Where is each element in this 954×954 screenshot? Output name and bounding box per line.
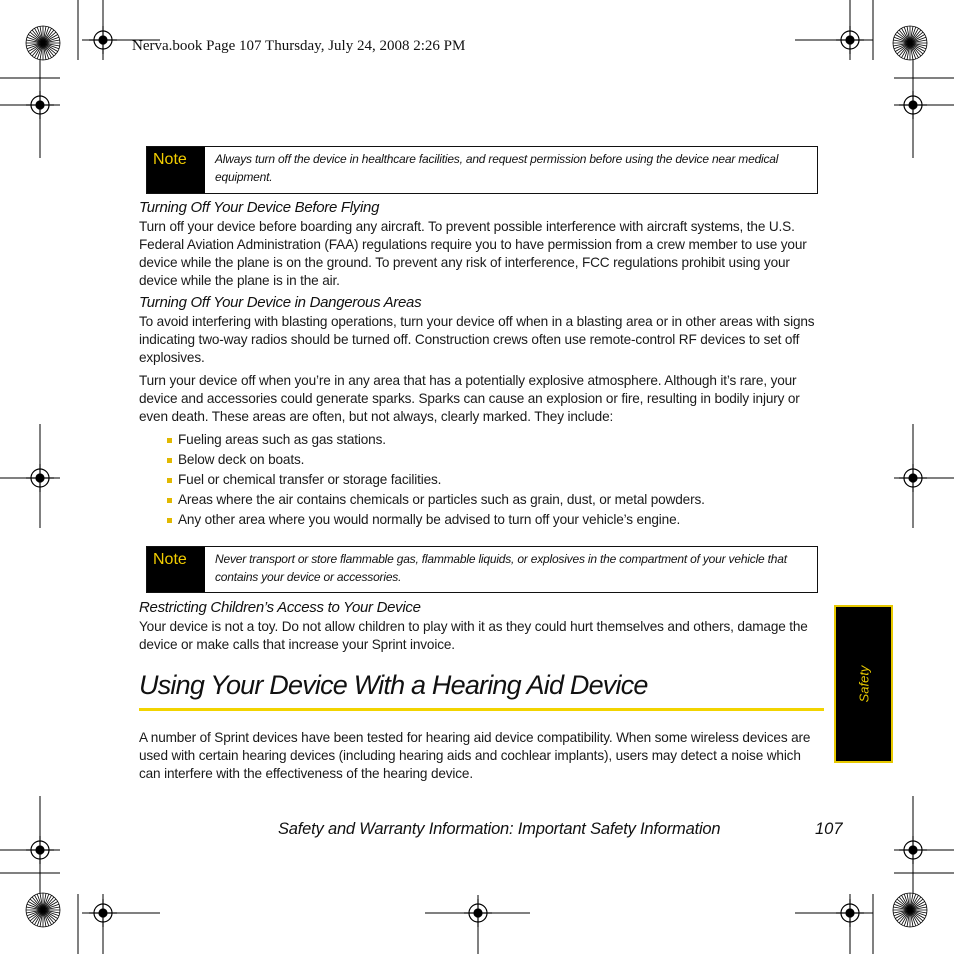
footer-running-title: Safety and Warranty Information: Important Safety Information bbox=[278, 820, 721, 838]
note-box-flammable bbox=[146, 546, 818, 593]
note-text: Always turn off the device in healthcare facilities, and request permission before using the device near medical equipment. bbox=[215, 152, 779, 184]
bullet-square-icon bbox=[167, 518, 172, 523]
page-number: 107 bbox=[815, 820, 843, 838]
side-thumb-tab[interactable] bbox=[834, 605, 893, 763]
list-item: Areas where the air contains chemicals or particles such as grain, dust, or metal powders. bbox=[167, 490, 705, 510]
bullet-square-icon bbox=[167, 498, 172, 503]
heading-flying: Turning Off Your Device Before Flying bbox=[139, 199, 380, 216]
title-underline-rule bbox=[139, 708, 824, 711]
section-title-hearing-aid: Using Your Device With a Hearing Aid Device bbox=[139, 670, 648, 700]
dangerous-areas-list bbox=[167, 430, 705, 530]
paragraph-blasting: To avoid interfering with blasting operations, turn your device off when in a blasting area or in other areas with signs indicating two-way radios should be turned off. Construction crews often use remote-control RF devices to set off explosives. bbox=[139, 314, 815, 365]
note-label: Note bbox=[147, 547, 205, 592]
bullet-square-icon bbox=[167, 458, 172, 463]
registration-target-icon bbox=[899, 464, 927, 492]
side-tab-label: Safety bbox=[856, 665, 871, 703]
registration-target-icon bbox=[836, 899, 864, 927]
paragraph-hearing-aid: A number of Sprint devices have been tested for hearing aid device compatibility. When some wireless devices are used with certain hearing devices (including hearing aids and cochlear implants), users may detect a noise which can interfere with the effectiveness of the hearing device. bbox=[139, 730, 811, 781]
registration-target-icon bbox=[26, 836, 54, 864]
registration-target-icon bbox=[89, 899, 117, 927]
starburst-mark-icon bbox=[26, 26, 60, 60]
registration-target-icon bbox=[89, 26, 117, 54]
heading-children-access: Restricting Children’s Access to Your Device bbox=[139, 599, 421, 616]
list-item: Fuel or chemical transfer or storage facilities. bbox=[167, 470, 705, 490]
registration-target-icon bbox=[836, 26, 864, 54]
paragraph-children: Your device is not a toy. Do not allow children to play with it as they could hurt themselves and others, damage the device or make calls that increase your Sprint invoice. bbox=[139, 619, 808, 652]
registration-target-icon bbox=[899, 836, 927, 864]
bullet-square-icon bbox=[167, 478, 172, 483]
starburst-mark-icon bbox=[893, 893, 927, 927]
paragraph-flying: Turn off your device before boarding any aircraft. To prevent possible interference with aircraft systems, the U.S. Federal Aviation Administration (FAA) regulations require you to have permission from a crew member to use your device while the plane is on the ground. To prevent any risk of interference, FCC regulations prohibit using your device while the plane is in the air. bbox=[139, 219, 807, 288]
list-item: Fueling areas such as gas stations. bbox=[167, 430, 705, 450]
note-label: Note bbox=[147, 147, 205, 193]
note-box-healthcare bbox=[146, 146, 818, 194]
registration-target-icon bbox=[26, 464, 54, 492]
starburst-mark-icon bbox=[893, 26, 927, 60]
list-item: Below deck on boats. bbox=[167, 450, 705, 470]
registration-target-icon bbox=[899, 91, 927, 119]
file-header-line: Nerva.book Page 107 Thursday, July 24, 2008 2:26 PM bbox=[132, 38, 466, 54]
bullet-square-icon bbox=[167, 438, 172, 443]
starburst-mark-icon bbox=[26, 893, 60, 927]
list-item: Any other area where you would normally be advised to turn off your vehicle’s engine. bbox=[167, 510, 705, 530]
paragraph-explosive-atmosphere: Turn your device off when you’re in any area that has a potentially explosive atmosphere. Although it’s rare, your device and accessories could generate sparks. Sparks can cause an explosion or fire, resulting in bodily injury or even death. These areas are often, but not always, clearly marked. They include: bbox=[139, 373, 800, 424]
heading-dangerous-areas: Turning Off Your Device in Dangerous Areas bbox=[139, 294, 422, 311]
registration-target-icon bbox=[464, 899, 492, 927]
note-text: Never transport or store flammable gas, flammable liquids, or explosives in the compartment of your vehicle that contains your device or accessories. bbox=[215, 552, 787, 584]
registration-target-icon bbox=[26, 91, 54, 119]
